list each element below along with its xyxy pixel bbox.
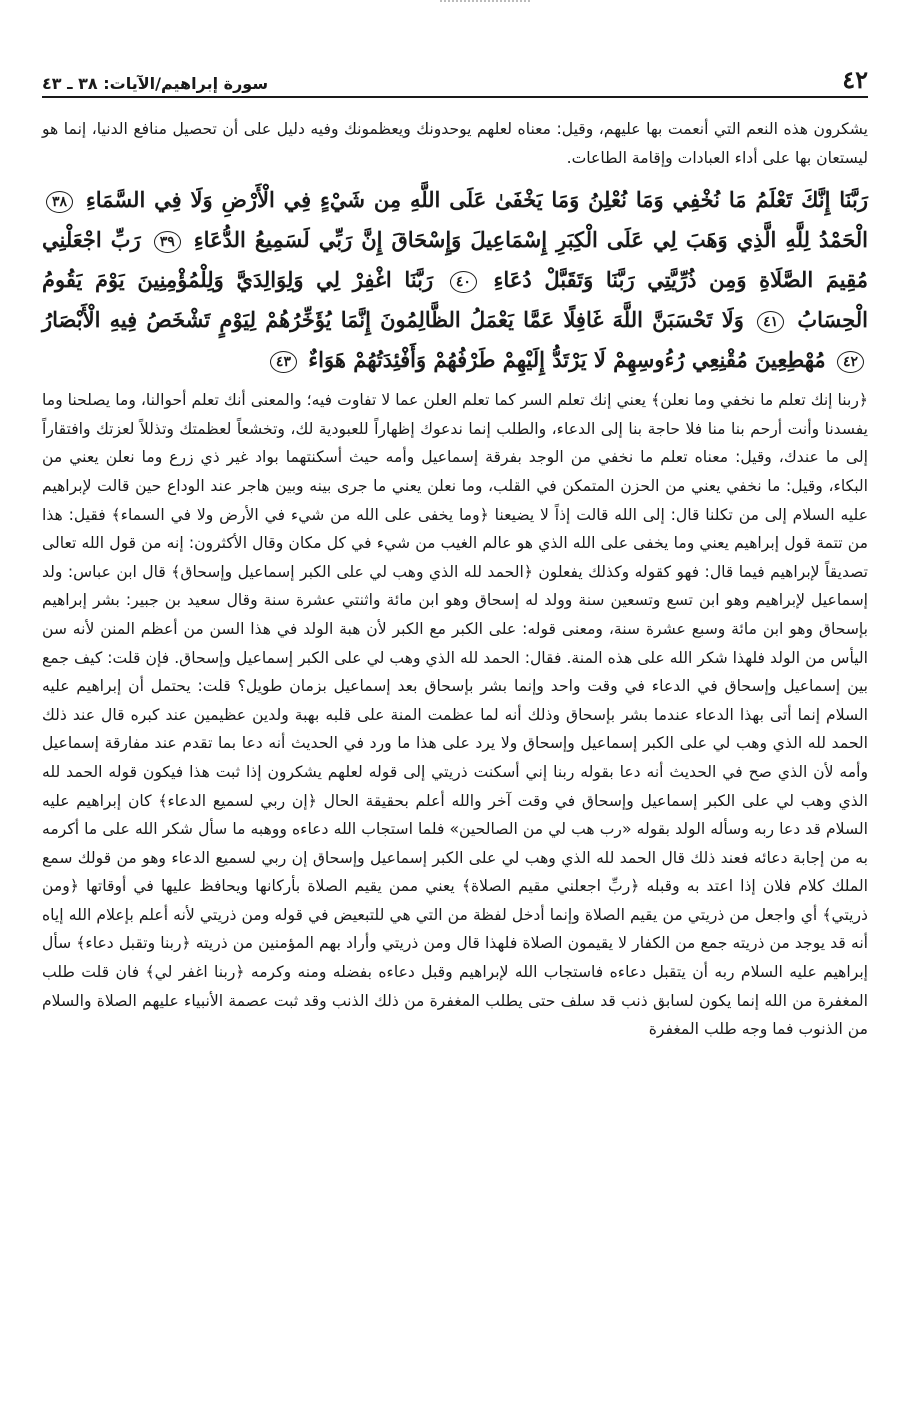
intro-paragraph: يشكرون هذه النعم التي أنعمت بها عليهم، وقيل: معناه لعلهم يوحدونك ويعظمونك وفيه دليل على أن تحصيل منافع الدنيا، إنما هو ليستعان بها على أداء العبادات وإقامة الطاعات. [42, 120, 868, 167]
quran-verses-block [42, 180, 868, 380]
verse-38-text: رَبَّنَا إِنَّكَ تَعْلَمُ مَا نُخْفِي وَمَا نُعْلِنُ وَمَا يَخْفَىٰ عَلَى اللَّهِ مِن شَيْءٍ فِي الْأَرْضِ وَلَا فِي السَّمَاءِ [85, 187, 869, 213]
verse-42-marker: ٤٢ [837, 351, 864, 373]
page-header [42, 58, 868, 98]
verse-38-marker: ٣٨ [46, 191, 73, 213]
verse-41-marker: ٤١ [757, 311, 784, 333]
commentary-paragraph: ﴿ربنا إنك تعلم ما نخفي وما نعلن﴾ يعني إنك تعلم السر كما تعلم العلن عما لا تفاوت فيه؛ والمعنى أنك تعلم أحوالنا، وما يصلحنا وما يفسدنا وأنت أرحم بنا منا فلا حاجة بنا إلى الدعاء، والطلب إنما ندعوك إظهاراً للعبودية لك، وتخشعاً لعظمتك وتذللاً لعزتك وافتقاراً إلى ما عندك، وقيل: معناه تعلم ما نخفي من الوجد بفرقة إسماعيل وأمه حيث أسكنتهما بواد غير ذي زرع وما نعلن يعني من البكاء، وقيل: ما نخفي يعني من الحزن المتمكن في القلب، وما نعلن يعني ما جرى بينه وبين هاجر عند الوداع حين قالت لإبراهيم عليه السلام إلى من تكلنا قال: إلى الله قالت إذاً لا يضيعنا ﴿وما يخفى على الله من شيء في الأرض ولا في السماء﴾ فقيل: هذا من تتمة قول إبراهيم يعني وما يخفى على الله الذي هو عالم الغيب من شيء في كل مكان وقال الأكثرون: إنه من قول الله تعالى تصديقاً لإبراهيم فيما قال: فهو كقوله وكذلك يفعلون ﴿الحمد لله الذي وهب لي على الكبر إسماعيل وإسحاق﴾ قال ابن عباس: ولد إسماعيل لإبراهيم وهو ابن تسع وتسعين سنة وولد له إسحاق وهو ابن مائة واثنتي عشرة سنة وقال سعيد بن جبير: بشر إبراهيم بإسحاق وهو ابن مائة وسبع عشرة سنة، ومعنى قوله: على الكبر مع الكبر لأن هبة الولد في هذا السن من أعظم المنن لأنه سن اليأس من الولد فلهذا شكر الله على هذه المنة. فقال: الحمد لله الذي وهب لي على الكبر إسماعيل وإسحاق. فإن قلت: كيف جمع بين إسماعيل وإسحاق في الدعاء في وقت واحد وإنما بشر بإسحاق بعد إسماعيل بزمان طويل؟ قلت: يحتمل أن إبراهيم عليه السلام إنما أتى بهذا الدعاء عندما بشر بإسحاق وذلك أنه لما عظمت المنة على قلبه بهبة ولدين عظيمين عند كبره قال عند ذلك الحمد لله الذي وهب لي على الكبر إسماعيل وإسحاق ولا يرد على هذا ما ورد في الحديث أنه دعا بما تقدم عند مفارقة إسماعيل وأمه لأن الذي صح في الحديث أنه دعا بقوله ربنا إني أسكنت ذريتي إلى قوله لعلهم يشكرون إذا ثبت هذا فيكون قوله الحمد لله الذي وهب لي على الكبر إسماعيل وإسحاق في وقت آخر والله أعلم بحقيقة الحال ﴿إن ربي لسميع الدعاء﴾ كان إبراهيم عليه السلام قد دعا ربه وسأله الولد بقوله «رب هب لي من الصالحين» فلما استجاب الله دعاءه ووهبه ما سأل شكر الله على ما أكرمه به من إجابة دعائه فعند ذلك قال الحمد لله الذي وهب لي على الكبر إسماعيل وإسحاق إن ربي لسميع الدعاء وهو من قولك سمع الملك كلام فلان إذا اعتد به وقبله ﴿ربِّ اجعلني مقيم الصلاة﴾ يعني ممن يقيم الصلاة بأركانها ويحافظ عليها في أوقاتها ﴿ومن ذريتي﴾ أي واجعل من ذريتي من يقيم الصلاة وإنما أدخل لفظة من التي هي للتبعيض في قوله ومن ذريتي لأنه أعلم بإعلام الله إياه أنه قد يوجد من ذريته جمع من الكفار لا يقيمون الصلاة فلهذا قال ومن ذريتي وأراد بهم المؤمنين من ذريته ﴿ربنا وتقبل دعاء﴾ سأل إبراهيم عليه السلام ربه أن يتقبل دعاءه فاستجاب الله لإبراهيم وقبل دعاءه بفضله ومنه وكرمه ﴿ربنا اغفر لي﴾ فان قلت طلب المغفرة من الله إنما يكون لسابق ذنب قد سلف حتى يطلب المغفرة من ذلك الذنب وقد ثبت عصمة الأنبياء عليهم الصلاة والسلام من الذنوب فما وجه طلب المغفرة [42, 391, 868, 1039]
verse-41-text: رَبَّنَا اغْفِرْ لِي وَلِوَالِدَيَّ وَلِلْمُؤْمِنِينَ يَوْمَ يَقُومُ الْحِسَابُ [42, 267, 869, 333]
running-title: سورة إبراهيم/الآيات: ٣٨ ـ ٤٣ [42, 74, 269, 93]
verse-39-marker: ٣٩ [154, 231, 181, 253]
verse-39-text: الْحَمْدُ لِلَّهِ الَّذِي وَهَبَ لِي عَلَى الْكِبَرِ إِسْمَاعِيلَ وَإِسْحَاقَ إِنَّ رَبِّي لَسَمِيعُ الدُّعَاءِ [193, 227, 868, 253]
verse-42-text: وَلَا تَحْسَبَنَّ اللَّهَ غَافِلًا عَمَّا يَعْمَلُ الظَّالِمُونَ إِنَّمَا يُؤَخِّرُهُمْ لِيَوْمٍ تَشْخَصُ فِيهِ الْأَبْصَارُ [42, 307, 744, 333]
page-content [42, 115, 868, 1044]
verse-40-text: رَبِّ اجْعَلْنِي مُقِيمَ الصَّلَاةِ وَمِن ذُرِّيَّتِي رَبَّنَا وَتَقَبَّلْ دُعَاءِ [42, 227, 869, 293]
page-number: ٤٢ [842, 65, 868, 94]
verse-43-text: مُهْطِعِينَ مُقْنِعِي رُءُوسِهِمْ لَا يَرْتَدُّ إِلَيْهِمْ طَرْفُهُمْ وَأَفْئِدَتُهُمْ هَوَاءٌ [308, 347, 826, 373]
verse-43-marker: ٤٣ [270, 351, 297, 373]
scan-top-mark [440, 0, 530, 6]
verse-40-marker: ٤٠ [450, 271, 477, 293]
